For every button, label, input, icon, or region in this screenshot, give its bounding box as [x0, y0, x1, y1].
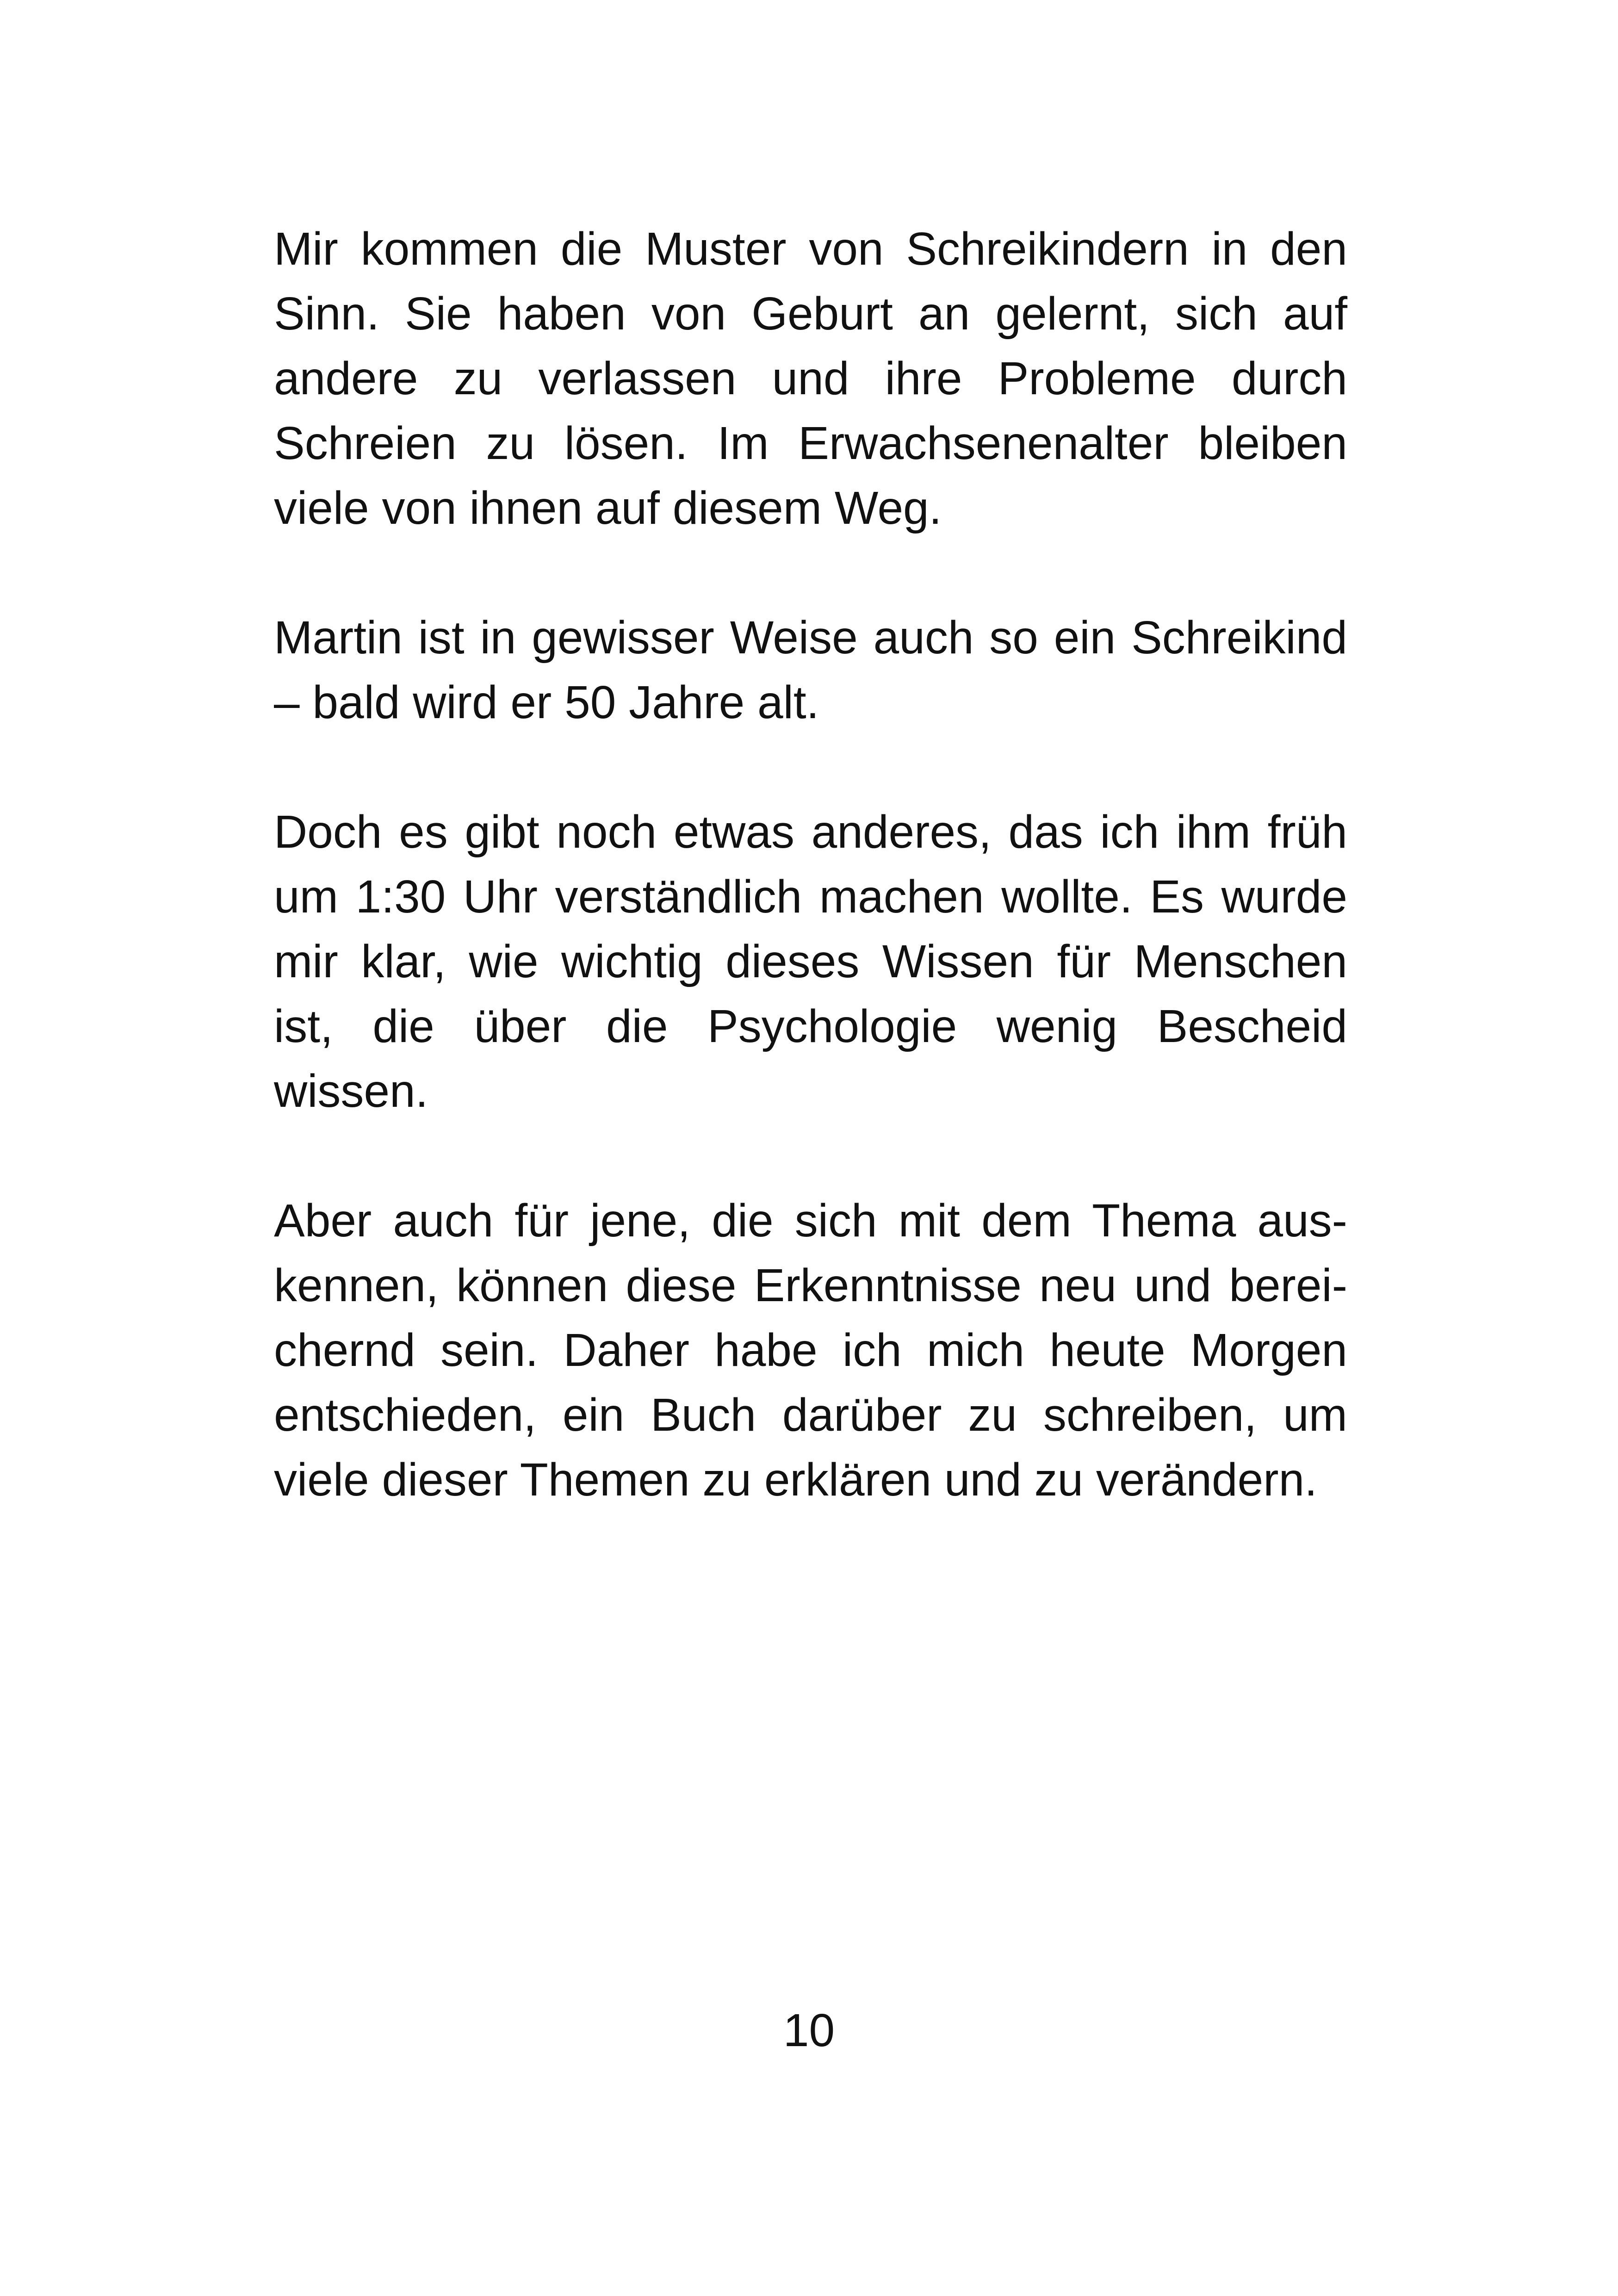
page-body [274, 217, 1347, 1512]
text-line: ist, die über die Psychologie wenig Bescheid [274, 1000, 1347, 1052]
paragraph-4 [274, 1188, 1347, 1512]
text-line: – bald wird er 50 Jahre alt. [274, 676, 819, 728]
text-line: mir klar, wie wichtig dieses Wissen für Menschen [274, 936, 1347, 987]
paragraph-2 [274, 605, 1347, 735]
text-line: viele dieser Themen zu erklären und zu verändern. [274, 1454, 1317, 1506]
text-line: Doch es gibt noch etwas anderes, das ich ihm früh [274, 806, 1347, 858]
text-line: wissen. [274, 1065, 428, 1117]
text-line: Sinn. Sie haben von Geburt an gelernt, sich auf [274, 288, 1347, 340]
text-line: Mir kommen die Muster von Schreikindern in den [274, 223, 1347, 275]
paragraph-3 [274, 800, 1347, 1123]
page-number: 10 [783, 2004, 835, 2056]
text-line: andere zu verlassen und ihre Probleme durch [274, 353, 1347, 404]
text-line: chernd sein. Daher habe ich mich heute Morgen [274, 1324, 1347, 1376]
text-line: entschieden, ein Buch darüber zu schreiben, um [274, 1389, 1347, 1441]
text-line: viele von ihnen auf diesem Weg. [274, 482, 942, 534]
paragraph-1 [274, 217, 1347, 540]
text-line: Aber auch für jene, die sich mit dem Thema aus- [274, 1195, 1347, 1247]
text-line: Schreien zu lösen. Im Erwachsenenalter bleiben [274, 417, 1347, 469]
text-line: um 1:30 Uhr verständlich machen wollte. Es wurde [274, 871, 1347, 923]
text-line: Martin ist in gewisser Weise auch so ein Schreikind [274, 612, 1347, 664]
text-line: kennen, können diese Erkenntnisse neu und berei- [274, 1260, 1347, 1311]
